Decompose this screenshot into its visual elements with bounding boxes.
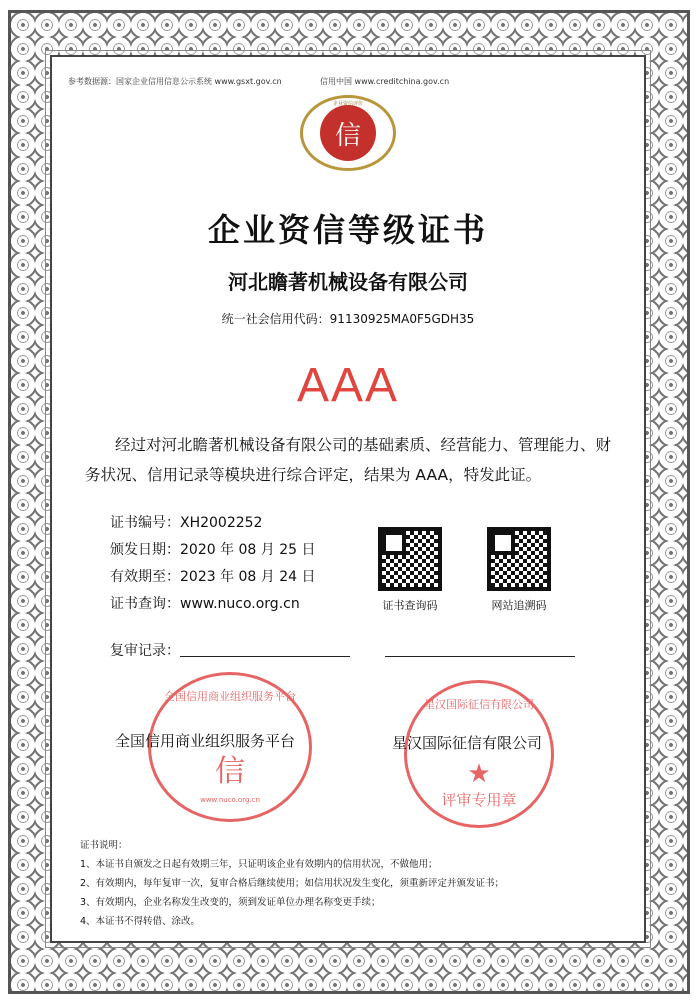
qr-code-query[interactable] xyxy=(378,527,442,591)
statement: 经过对河北瞻著机械设备有限公司的基础素质、经营能力、管理能力、财务状况、信用记录等模块进行综合评定，结果为 AAA，特发此证。 xyxy=(85,436,612,484)
seal-bottom: 评审专用章 xyxy=(441,791,517,809)
logo-ring-text: 企业资信评价 xyxy=(332,101,363,107)
cert-number: 证书编号：XH2002252 xyxy=(110,515,263,531)
note-item: 4、本证书不得转借、涂改。 xyxy=(80,916,201,927)
query-website[interactable]: 证书查询：www.nuco.org.cn xyxy=(110,596,300,612)
company-name: 河北瞻著机械设备有限公司 xyxy=(228,270,468,294)
note-item: 1、本证书自颁发之日起有效期三年，只证明该企业有效期内的信用状况，不做他用； xyxy=(80,859,438,870)
seal-text: 星汉国际征信有限公司 xyxy=(424,698,534,711)
note-item: 2、有效期内，每年复审一次，复审合格后继续使用；如信用状况发生变化，须重新评定并颁发证书； xyxy=(80,878,505,889)
qr-label-trace: 网站追溯码 xyxy=(491,599,547,612)
credit-grade: AAA xyxy=(296,359,400,412)
seal-url: www.nuco.org.cn xyxy=(200,796,260,804)
logo-char: 信 xyxy=(320,105,376,161)
certificate-title: 企业资信等级证书 xyxy=(207,211,488,249)
review-line-2 xyxy=(385,656,575,657)
seal-text: 全国信用商业组织服务平台 xyxy=(164,690,296,703)
issuer-platform: 全国信用商业组织服务平台 xyxy=(115,732,296,750)
credit-logo xyxy=(300,95,396,171)
note-item: 3、有效期内，企业名称发生改变的，须到发证单位办理名称变更手续； xyxy=(80,897,381,908)
review-line-1 xyxy=(180,656,350,657)
data-source-2: 信用中国 www.creditchina.gov.cn xyxy=(320,77,450,86)
seal-center: 信 xyxy=(215,754,245,789)
issue-date: 颁发日期：2020 年 08 月 25 日 xyxy=(110,542,316,558)
certificate-body xyxy=(50,55,646,943)
certificate-notes xyxy=(80,836,504,931)
qr-code-trace[interactable] xyxy=(487,527,551,591)
data-source: 参考数据源：国家企业信用信息公示系统 www.gsxt.gov.cn xyxy=(68,77,282,86)
seal-star: ★ xyxy=(467,759,491,789)
review-label: 复审记录： xyxy=(110,643,180,659)
issuer-company: 星汉国际征信有限公司 xyxy=(392,734,543,752)
qr-label-query: 证书查询码 xyxy=(382,599,438,612)
expiry-date: 有效期至：2023 年 08 月 24 日 xyxy=(110,569,316,585)
credit-code: 统一社会信用代码：91130925MA0F5GDH35 xyxy=(221,312,475,326)
seal-company xyxy=(404,680,554,828)
notes-title: 证书说明： xyxy=(80,840,128,851)
